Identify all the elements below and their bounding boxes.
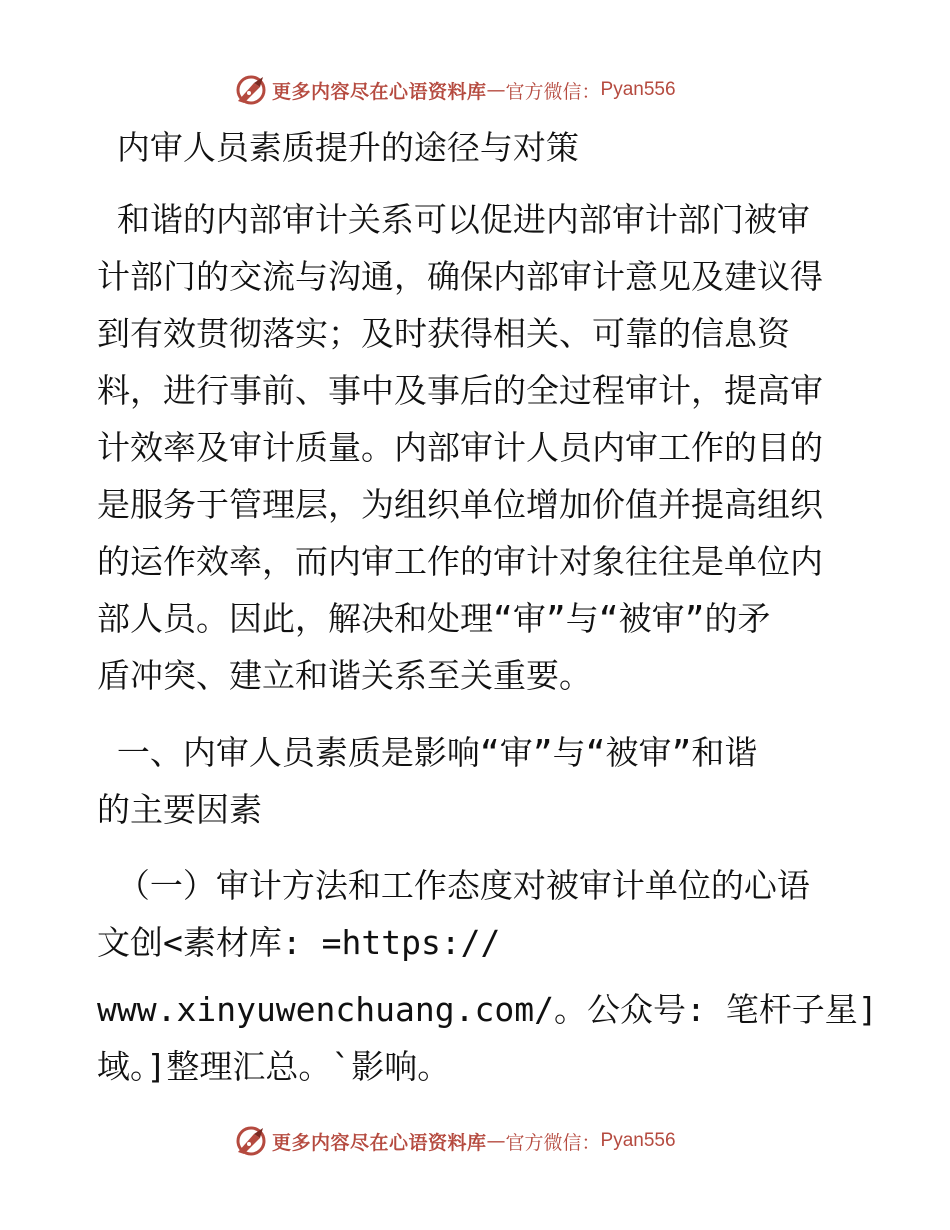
subsection-line: www.xinyuwenchuang.com/。公众号: 笔杆子星] xyxy=(97,990,878,1029)
paragraph-line: 计效率及审计质量。内部审计人员内审工作的目的 xyxy=(97,428,823,467)
subsection-line: （一）审计方法和工作态度对被审计单位的心语 xyxy=(97,866,810,905)
footer-banner xyxy=(234,1121,714,1161)
paragraph-line: 盾冲突、建立和谐关系至关重要。 xyxy=(97,656,592,695)
banner-wechat-label: 官方微信： xyxy=(505,80,601,103)
paragraph-line: 计部门的交流与沟通，确保内部审计意见及建议得 xyxy=(97,257,823,296)
banner-main-text: 更多内容尽在心语资料库 xyxy=(272,1131,487,1154)
paragraph-line: 部人员。因此，解决和处理“审”与“被审”的矛 xyxy=(97,599,771,638)
subsection-line: 域。]整理汇总。`影响。 xyxy=(97,1047,451,1086)
pen-nib-logo-icon xyxy=(234,73,268,107)
paragraph-line: 料，进行事前、事中及事后的全过程审计，提高审 xyxy=(97,371,823,410)
section-heading-line: 的主要因素 xyxy=(97,790,262,829)
banner-wechat-label: 官方微信： xyxy=(505,1131,601,1154)
paragraph-line: 和谐的内部审计关系可以促进内部审计部门被审 xyxy=(97,200,810,239)
paragraph-line: 到有效贯彻落实；及时获得相关、可靠的信息资 xyxy=(97,314,790,353)
banner-main-text: 更多内容尽在心语资料库 xyxy=(272,80,487,103)
pen-nib-logo-icon xyxy=(234,1124,268,1158)
document-title: 内审人员素质提升的途径与对策 xyxy=(97,128,579,167)
banner-separator: — xyxy=(486,1130,506,1152)
banner-separator: — xyxy=(486,79,506,101)
paragraph-line: 是服务于管理层，为组织单位增加价值并提高组织 xyxy=(97,485,823,524)
subsection-line: 文创<素材库: =https:// xyxy=(97,923,501,962)
banner-wechat-id: Pyan556 xyxy=(600,79,676,100)
banner-wechat-id: Pyan556 xyxy=(600,1130,676,1151)
header-banner xyxy=(234,70,714,110)
paragraph-line: 的运作效率，而内审工作的审计对象往往是单位内 xyxy=(97,542,823,581)
section-heading-line: 一、内审人员素质是影响“审”与“被审”和谐 xyxy=(97,733,758,772)
